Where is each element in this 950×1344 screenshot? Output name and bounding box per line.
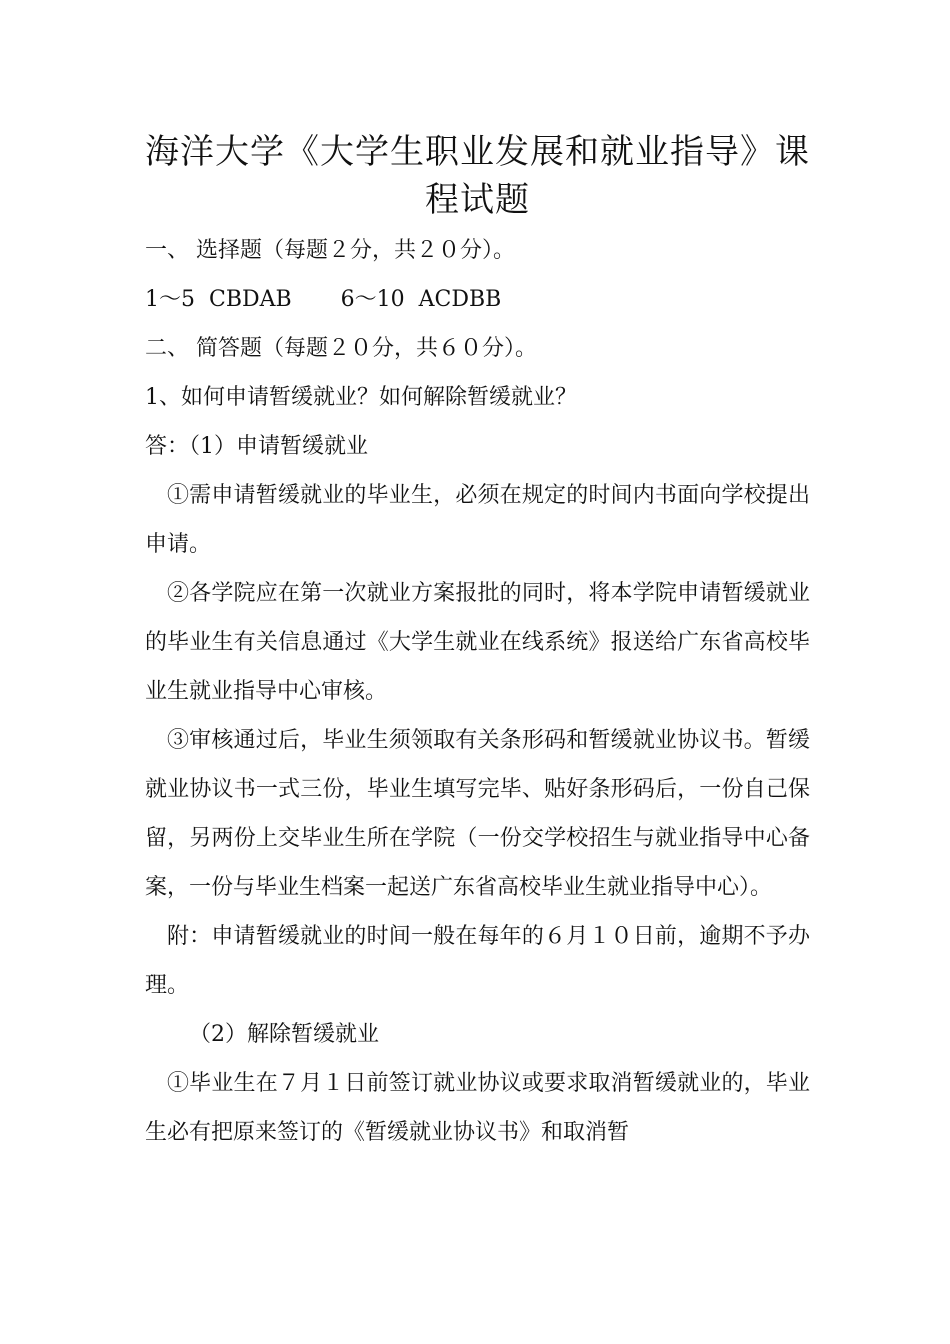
answer-item-1: ①需申请暂缓就业的毕业生，必须在规定的时间内书面向学校提出申请。 xyxy=(145,483,810,557)
answers-line: 1～5 CBDAB 6～10 ACDBB xyxy=(145,287,502,312)
title-line-2: 程试题 xyxy=(425,180,530,220)
subheading-2: （2）解除暂缓就业 xyxy=(189,1022,379,1047)
answer-intro: 答：（1）申请暂缓就业 xyxy=(145,434,368,459)
answer-item-4: ①毕业生在７月１日前签订就业协议或要求取消暂缓就业的，毕业生必有把原来签订的《暂缓就业协议书》和取消暂 xyxy=(145,1071,810,1145)
answer-item-2: ②各学院应在第一次就业方案报批的同时，将本学院申请暂缓就业的毕业生有关信息通过《大学生就业在线系统》报送给广东省高校毕业生就业指导中心审核。 xyxy=(145,581,810,704)
title-line-1: 海洋大学《大学生职业发展和就业指导》课 xyxy=(145,132,810,172)
section-1-heading: 一、 选择题（每题２分，共２０分）。 xyxy=(145,238,515,263)
question-1: 1、如何申请暂缓就业？如何解除暂缓就业？ xyxy=(145,385,577,410)
document-page xyxy=(145,128,810,1157)
section-2-heading: 二、 简答题（每题２０分，共６０分）。 xyxy=(145,336,537,361)
answer-note: 附：申请暂缓就业的时间一般在每年的６月１０日前，逾期不予办理。 xyxy=(145,924,810,998)
answer-item-3: ③审核通过后，毕业生须领取有关条形码和暂缓就业协议书。暂缓就业协议书一式三份，毕业生填写完毕、贴好条形码后，一份自己保留，另两份上交毕业生所在学院（一份交学校招生与就业指导中心备案，一份与毕业生档案一起送广东省高校毕业生就业指导中心）。 xyxy=(145,728,810,900)
document-title xyxy=(145,128,810,224)
